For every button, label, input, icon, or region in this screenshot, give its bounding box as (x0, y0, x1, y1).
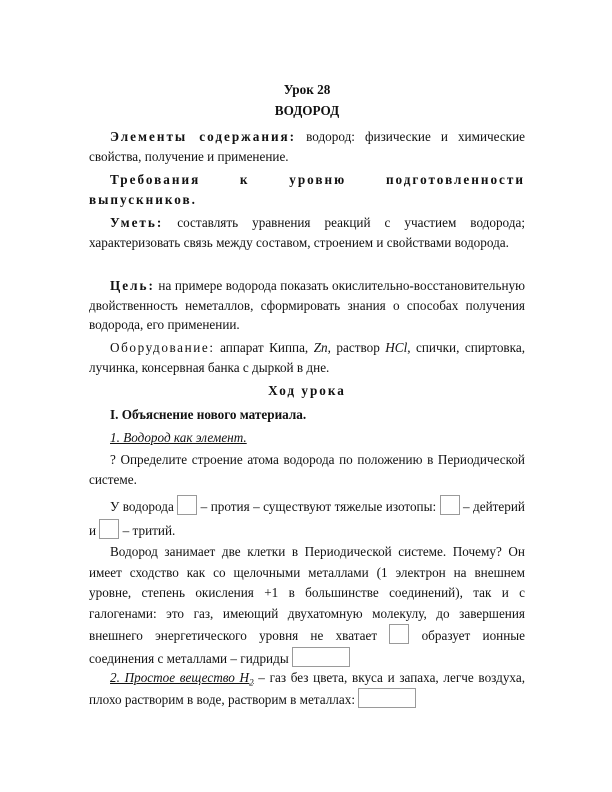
simple-substance-paragraph (89, 667, 525, 710)
requirements-word-4: подготовленности (385, 172, 525, 187)
simple-substance-subscript: 2 (249, 677, 254, 688)
lesson-number: Урок 28 (283, 82, 331, 97)
equipment-label: Оборудование: (110, 340, 215, 355)
content-elements-label: Элементы содержания: (110, 129, 297, 144)
dissolution-formula-box (358, 688, 416, 708)
content-elements-paragraph (89, 127, 525, 166)
goal-text: на примере водорода показать окислительно-восстановительную двойственность неметаллов, сформировать знания о способах получения водорода, его применении. (89, 278, 525, 332)
protium-formula-box (177, 495, 197, 515)
simple-substance-text: – газ без цвета, вкуса и запаха, легче воздуха, плохо растворим в воде, растворим в металлах: (89, 670, 526, 707)
simple-substance-lead-text: 2. Простое вещество H (110, 670, 250, 685)
equipment-hcl: HCl (385, 340, 408, 355)
requirements-word-3: уровню (289, 172, 347, 187)
isotopes-text-3: – дейтерий и (89, 499, 525, 538)
content-elements-text: водород: физические и химические свойства, получение и применение. (89, 129, 525, 164)
subsection-1-text: 1. Водород как элемент. (110, 430, 247, 445)
skills-text: составлять уравнения реакций с участием водорода; характеризовать связь между составом, строением и свойствами водорода. (89, 215, 525, 250)
requirements-word-1: Требования (110, 172, 201, 187)
deuterium-formula-box (440, 495, 460, 515)
requirements-heading (89, 170, 525, 209)
lesson-topic: ВОДОРОД (274, 103, 340, 118)
cells-text-1: Водород занимает две клетки в Периодической системе. Почему? Он имеет сходство как со щелочными металлами (1 электрон на внешнем уровне, степень окисления +1 в большинстве соединений), так и с галогенами: это газ, имеющий двухатомную молекулу, до завершения внешнего энергетического уровня не хватает (89, 544, 525, 643)
goal-paragraph (89, 276, 525, 335)
question-paragraph: ? Определите строение атома водорода по положению в Периодической системе. (89, 452, 525, 487)
requirements-line2: выпускников. (89, 191, 197, 207)
goal-label: Цель: (110, 278, 155, 293)
isotopes-paragraph (89, 495, 525, 543)
requirements-word-2: к (239, 172, 250, 187)
simple-substance-lead (110, 670, 254, 688)
skills-paragraph (89, 213, 525, 252)
subsection-1-heading (89, 428, 525, 448)
isotopes-text-1: У водорода (110, 499, 178, 514)
skills-label: Уметь: (110, 215, 164, 230)
equipment-text-a: аппарат Киппа, (214, 340, 314, 355)
equipment-text-c: , спички, спиртовка, лучинка, консервная банка с дыркой в дне. (89, 340, 525, 375)
missing-electron-formula-box (389, 624, 409, 644)
requirements-line1 (89, 170, 525, 190)
equipment-zn: Zn (313, 340, 328, 355)
tritium-formula-box (99, 519, 119, 539)
equipment-text-b: , раствор (327, 340, 386, 355)
equipment-paragraph (89, 338, 525, 377)
section-1-heading: I. Объяснение нового материала. (110, 407, 307, 422)
hydrides-formula-box (292, 647, 350, 667)
cells-text-2: образует ионные соединения с металлами – гидриды (89, 628, 525, 666)
isotopes-text-2: – протия – существуют тяжелые изотопы: (197, 499, 440, 514)
isotopes-text-4: – тритий. (119, 523, 176, 538)
lesson-flow-heading: Ход урока (268, 383, 346, 398)
cells-paragraph (89, 542, 525, 669)
